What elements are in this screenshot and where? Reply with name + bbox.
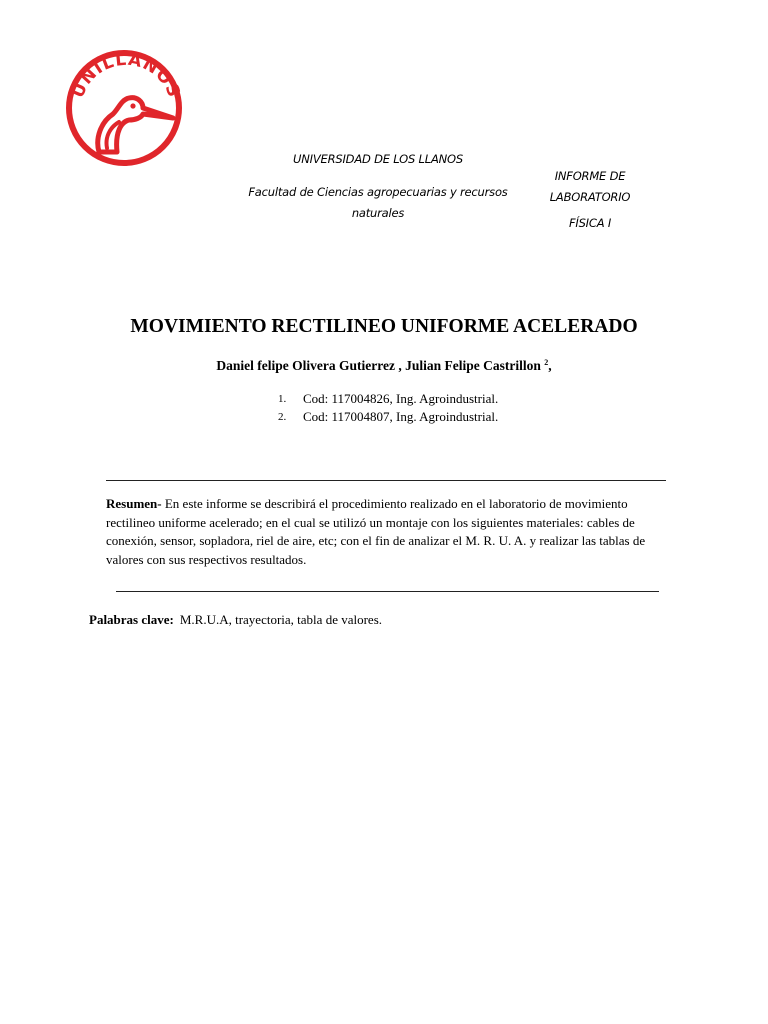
keywords bbox=[89, 612, 689, 628]
report-type: INFORME DE LABORATORIO bbox=[549, 169, 631, 204]
author-suffix: , bbox=[548, 358, 552, 373]
affiliation-item bbox=[278, 408, 498, 426]
unillanos-seal bbox=[63, 48, 185, 166]
affiliation-text: Cod: 117004826, Ing. Agroindustrial. bbox=[303, 391, 499, 406]
logo-lettering: UNILLANOS bbox=[68, 49, 184, 101]
author-superscript: 2 bbox=[544, 358, 549, 367]
affiliations-list bbox=[278, 390, 498, 426]
affiliation-number: 2. bbox=[278, 411, 287, 423]
abstract-text: En este informe se describirá el procedimiento realizado en el laboratorio de movimiento rectilineo uniforme acelerado; en el cual se utilizó un montaje con los siguientes materiales: cables de conexión, sensor, sopladora, riel de aire, etc; con el fin de analizar el M. R. U. A. y realizar las tablas de valores con sus respectivos resultados. bbox=[106, 496, 646, 567]
affiliation-text: Cod: 117004807, Ing. Agroindustrial. bbox=[303, 409, 499, 424]
faculty-name: Facultad de Ciencias agropecuarias y recursos naturales bbox=[248, 185, 508, 220]
affiliation-item bbox=[278, 390, 498, 408]
affiliation-number: 1. bbox=[278, 393, 287, 405]
paper-title: MOVIMIENTO RECTILINEO UNIFORME ACELERADO bbox=[130, 316, 638, 337]
divider-top bbox=[106, 480, 666, 481]
abstract-label: Resumen- bbox=[106, 496, 162, 511]
keywords-label: Palabras clave: bbox=[89, 612, 174, 627]
divider-bottom bbox=[116, 591, 659, 592]
abstract bbox=[106, 495, 674, 569]
authors: Daniel felipe Olivera Gutierrez , Julian Felipe Castrillon bbox=[216, 358, 541, 373]
author-line bbox=[0, 358, 768, 374]
university-logo bbox=[63, 48, 185, 166]
university-name: UNIVERSIDAD DE LOS LLANOS bbox=[293, 152, 463, 166]
subject-name: FÍSICA I bbox=[568, 216, 612, 230]
keywords-text: M.R.U.A, trayectoria, tabla de valores. bbox=[179, 612, 382, 627]
